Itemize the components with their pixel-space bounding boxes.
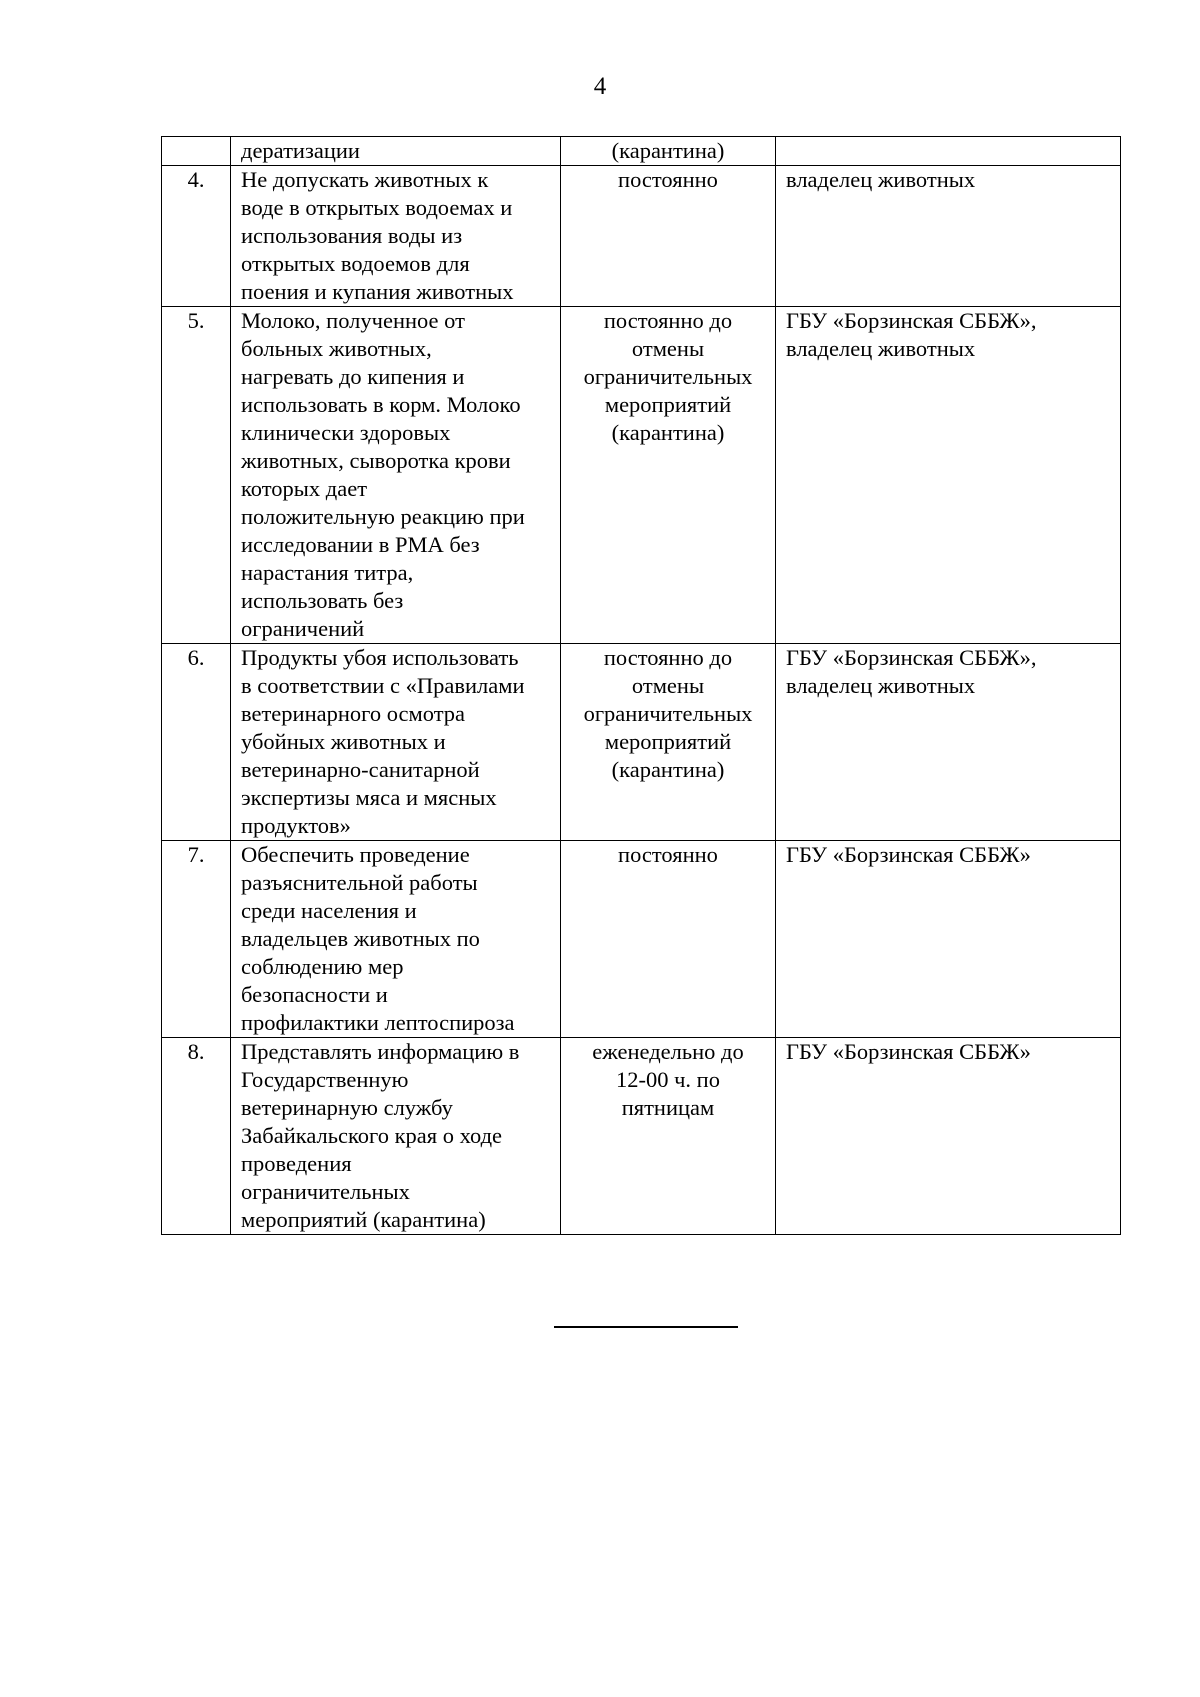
responsible-text: ГБУ «Борзинская СББЖ»: [776, 1038, 1121, 1235]
table-row: [162, 137, 1121, 166]
table-row: [162, 1038, 1121, 1235]
responsible-text: ГБУ «Борзинская СББЖ», владелец животных: [776, 644, 1121, 841]
measure-text: Продукты убоя использовать в соответствии с «Правилами ветеринарного осмотра убойных животных и ветеринарно-санитарной экспертизы мяса и мясных продуктов»: [231, 644, 561, 841]
term-text: постоянно: [561, 841, 776, 1038]
table-row: [162, 166, 1121, 307]
measure-text: Не допускать животных к воде в открытых водоемах и использования воды из открытых водоемов для поения и купания животных: [231, 166, 561, 307]
responsible-text: ГБУ «Борзинская СББЖ», владелец животных: [776, 307, 1121, 644]
page-number: 4: [593, 73, 607, 100]
row-number: 8.: [162, 1038, 231, 1235]
term-text: постоянно: [561, 166, 776, 307]
row-number: 6.: [162, 644, 231, 841]
term-text: постоянно до отмены ограничительных мероприятий (карантина): [561, 307, 776, 644]
measure-text: Представлять информацию в Государственную ветеринарную службу Забайкальского края о ходе проведения ограничительных мероприятий (карантина): [231, 1038, 561, 1235]
responsible-text: ГБУ «Борзинская СББЖ»: [776, 841, 1121, 1038]
term-text: (карантина): [561, 137, 776, 166]
responsible-text: владелец животных: [776, 166, 1121, 307]
measures-table: [161, 136, 1121, 1235]
term-text: постоянно до отмены ограничительных мероприятий (карантина): [561, 644, 776, 841]
term-text: еженедельно до 12-00 ч. по пятницам: [561, 1038, 776, 1235]
row-number: [162, 137, 231, 166]
row-number: 4.: [162, 166, 231, 307]
table-row: [162, 841, 1121, 1038]
end-of-document-rule: [554, 1326, 738, 1328]
measure-text: Молоко, полученное от больных животных, нагревать до кипения и использовать в корм. Молоко клинически здоровых животных, сыворотка крови которых дает положительную реакцию при исследовании в РМА без нарастания титра, использовать без ограничений: [231, 307, 561, 644]
responsible-text: [776, 137, 1121, 166]
measure-text: дератизации: [231, 137, 561, 166]
table-row: [162, 307, 1121, 644]
table-row: [162, 644, 1121, 841]
row-number: 7.: [162, 841, 231, 1038]
measure-text: Обеспечить проведение разъяснительной работы среди населения и владельцев животных по соблюдению мер безопасности и профилактики лептоспироза: [231, 841, 561, 1038]
row-number: 5.: [162, 307, 231, 644]
